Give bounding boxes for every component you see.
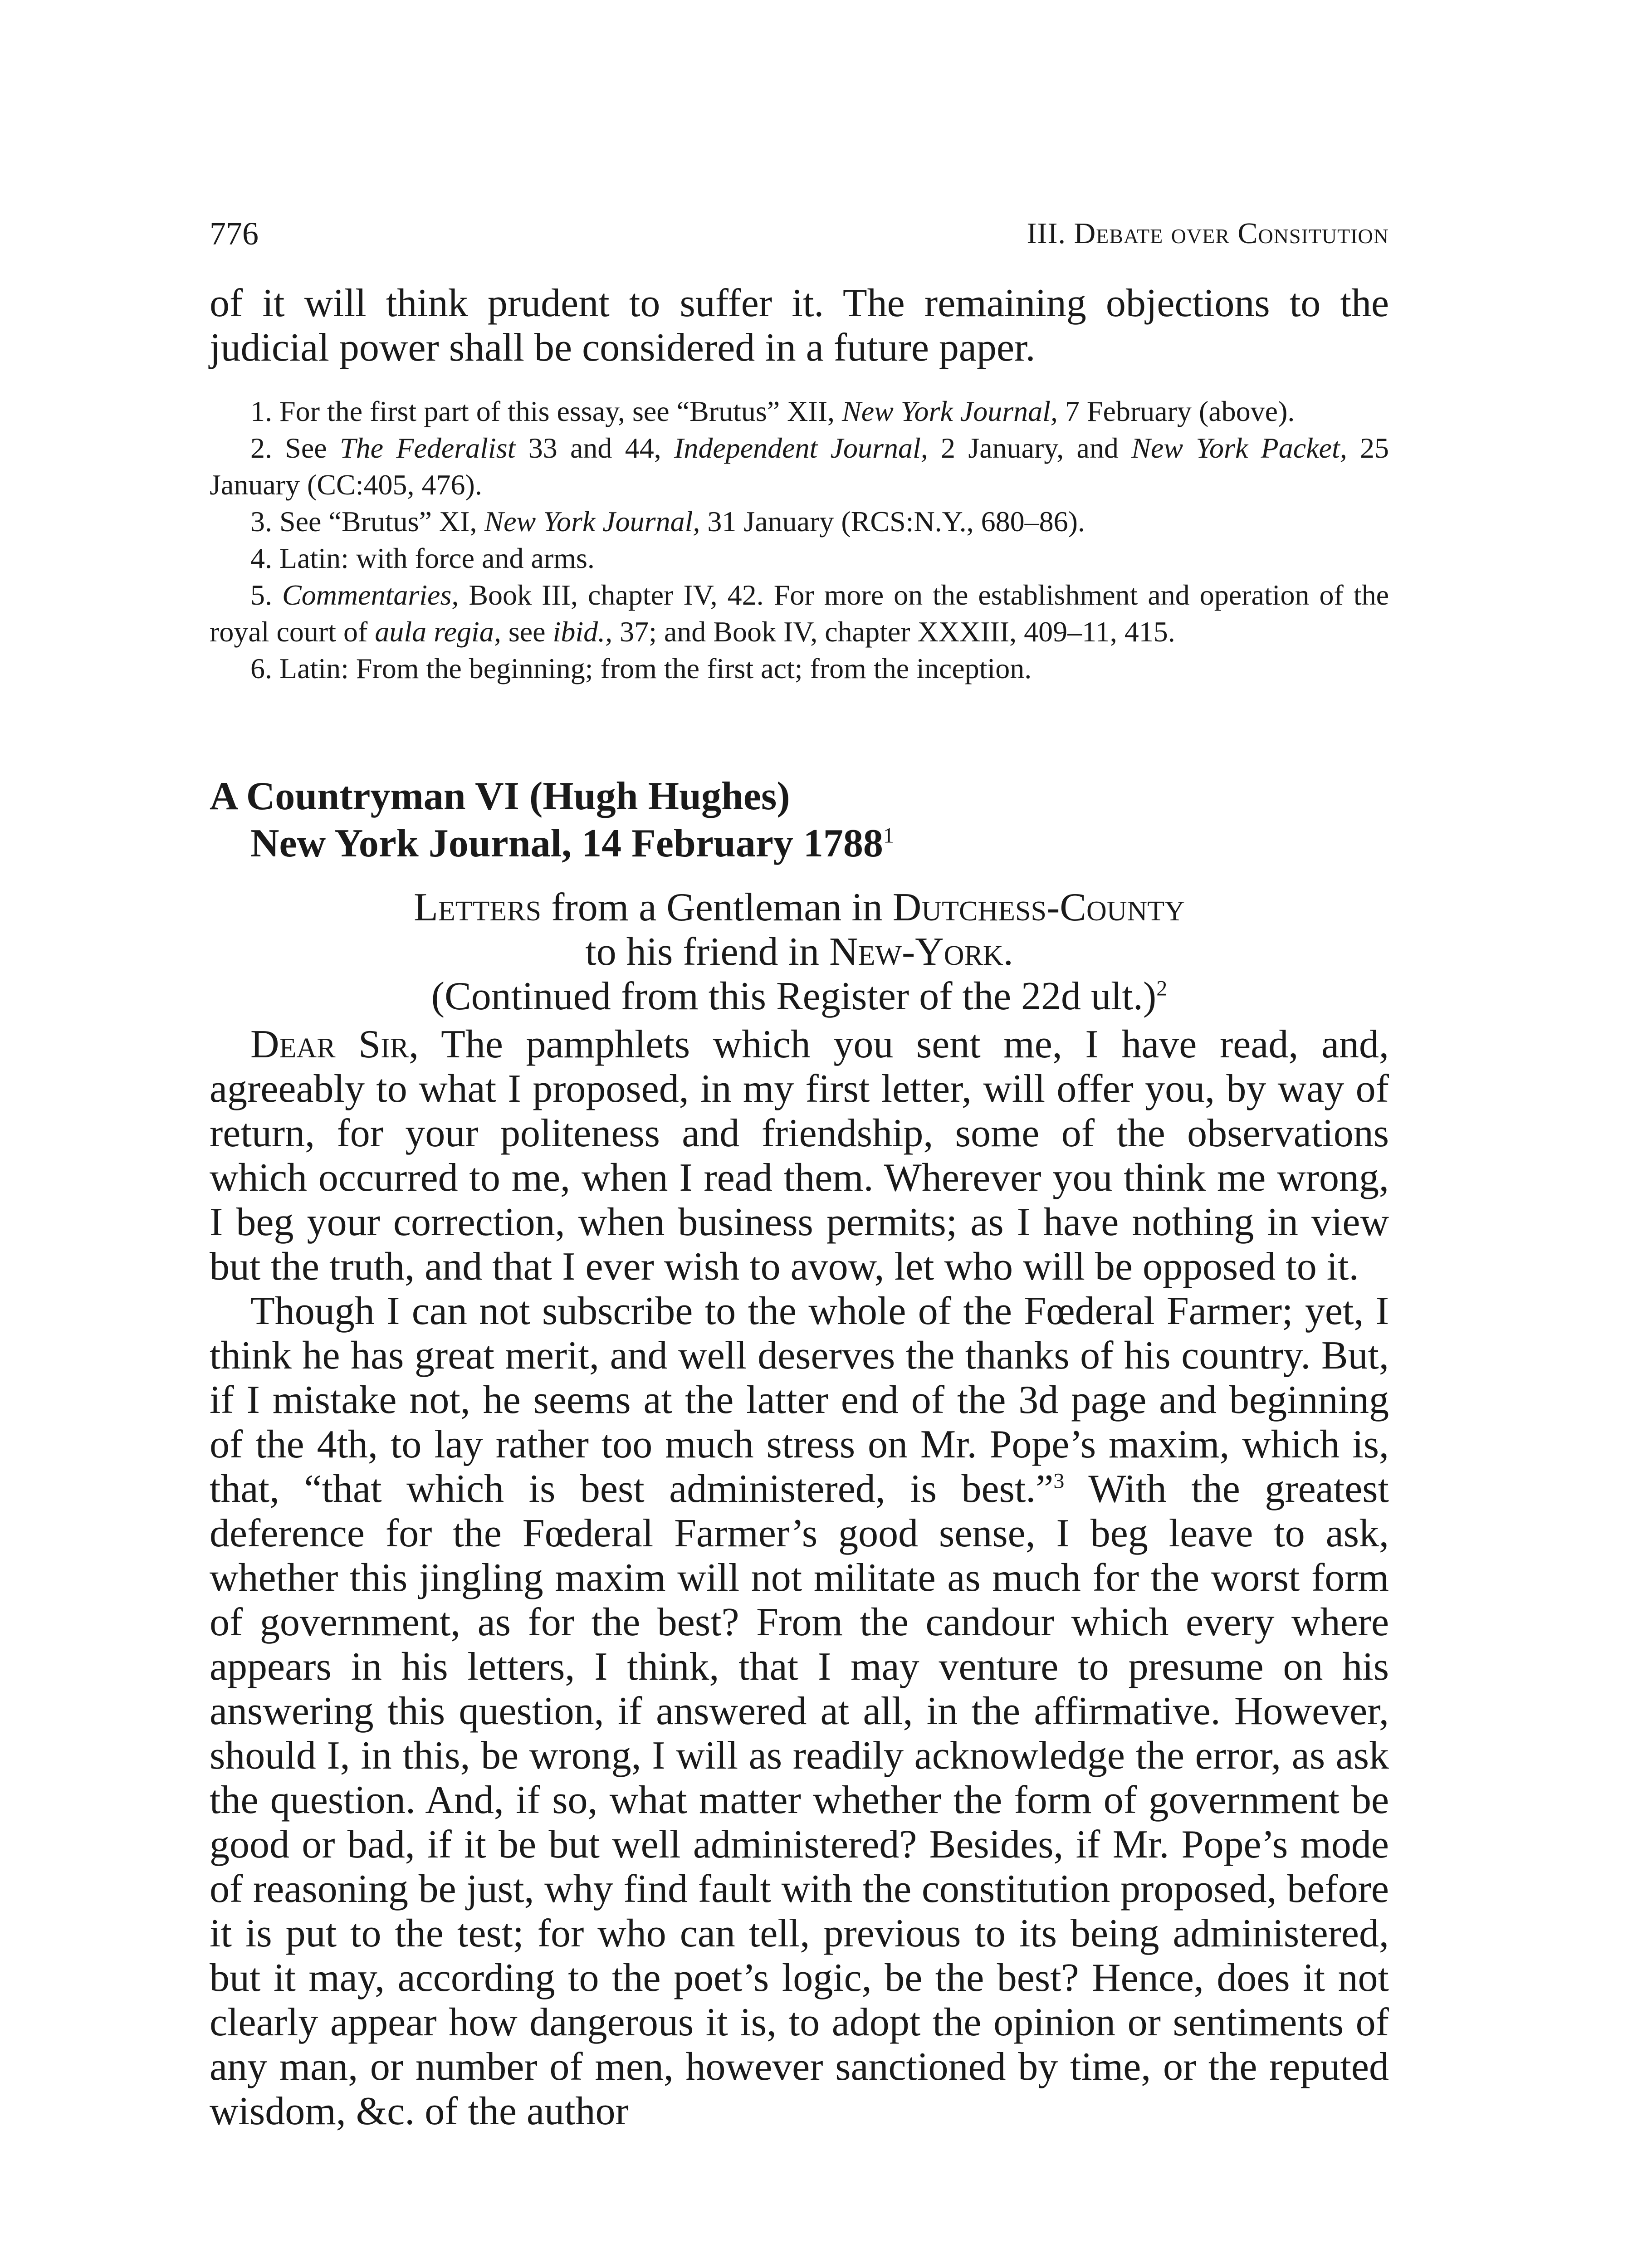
caption-line-3: (Continued from this Register of the 22d ult.)$^2$	[431, 974, 1168, 1018]
note-3: 3. See “Brutus” XI, New York Journal, 31 January (RCS:N.Y., 680–86).	[250, 505, 1085, 538]
title-footnote-ref: 1	[883, 823, 894, 848]
running-head: III. Debate over Consitution	[1027, 217, 1389, 250]
letter-paragraph-1: Dear Sir, The pamphlets which you sent me, I have read, and, agreeably to what I proposed, in my first letter, will offer you, by way of return, for your politeness and friendship, some of the observations which occurred to me, when I read them. Wherever you think me wrong, I beg your correction, when business permits; as I have nothing in view but the truth, and that I ever wish to avow, let who will be opposed to it.	[210, 1022, 1389, 1289]
note-4: 4. Latin: with force and arms.	[250, 542, 595, 574]
salutation: Dear Sir,	[250, 1022, 419, 1066]
footnote-ref-3: 3	[1053, 1469, 1065, 1493]
letter-body	[210, 1022, 1389, 2134]
document-title	[210, 773, 1389, 867]
letter-paragraph-2: Though I can not subscribe to the whole of the Fœderal Farmer; yet, I think he has great merit, and well deserves the thanks of his country. But, if I mistake not, he seems at the latter end of the 3d page and beginning of the 4th, to lay rather too much stress on Mr. Pope’s maxim, which is, that, “that which is best administered, is best.”$^3$ With the greatest deference for the Fœderal Farmer’s good sense, I beg leave to ask, whether this jingling maxim will not militate as much for the worst form of government, as for the best? From the candour which every where appears in his letters, I think, that I may venture to presume on his answering this question, if answered at all, in the affirmative. However, should I, in this, be wrong, I will as readily acknowledge the error, as ask the question. And, if so, what matter whether the form of government be good or bad, if it be but well administered? Besides, if Mr. Pope’s mode of reasoning be just, why find fault with the constitution proposed, before it is put to the test; for who can tell, previous to its being administered, but it may, according to the poet’s logic, be the best? Hence, does it not clearly appear how dangerous it is, to adopt the opinion or sentiments of any man, or number of men, however sanctioned by time, or the reputed wisdom, &c. of the author	[210, 1289, 1389, 2133]
continuation-text	[210, 281, 1389, 370]
note-2: 2. See The Federalist 33 and 44, Independent Journal, 2 January, and New York Packet, 25 January (CC:405, 476).	[210, 432, 1389, 501]
title-line-2: New York Journal, 14 February 1788$^1$	[250, 821, 894, 865]
document-page	[210, 213, 1389, 2134]
caption-line-1: Letters from a Gentleman in Dutchess-County	[414, 885, 1185, 929]
caption-footnote-ref: 2	[1156, 976, 1168, 1001]
endnotes	[210, 393, 1389, 687]
letter-caption	[210, 885, 1389, 1019]
note-6: 6. Latin: From the beginning; from the first act; from the inception.	[250, 652, 1032, 684]
title-line-1: A Countryman VI (Hugh Hughes)	[210, 774, 790, 818]
caption-line-2: to his friend in New-York.	[585, 930, 1013, 974]
note-1: 1. For the first part of this essay, see “Brutus” XII, New York Journal, 7 February (above).	[250, 395, 1295, 427]
continuation-paragraph: of it will think prudent to suffer it. The remaining objections to the judicial power shall be considered in a future paper.	[210, 281, 1389, 370]
note-5: 5. Commentaries, Book III, chapter IV, 42. For more on the establishment and operation of the royal court of aula regia, see ibid., 37; and Book IV, chapter XXXIII, 409–11, 415.	[210, 579, 1389, 648]
page-header	[210, 213, 1389, 254]
page-number: 776	[210, 215, 259, 252]
